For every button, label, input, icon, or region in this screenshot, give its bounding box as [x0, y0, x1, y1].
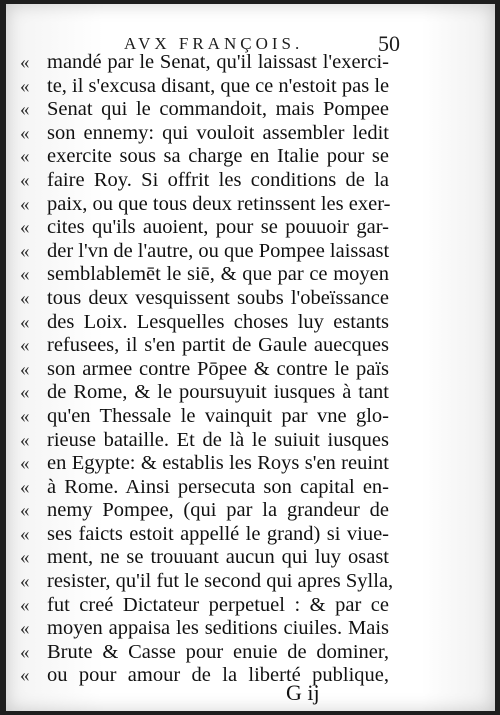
text-line: [6, 169, 495, 193]
quotation-marker: «: [20, 264, 30, 286]
quotation-marker: «: [20, 571, 30, 593]
running-head: AVX FRANÇOIS.: [124, 34, 304, 53]
line-text: son armee contre Pōpee & contre le païs: [47, 357, 389, 380]
text-line: [6, 617, 495, 641]
line-text: Brute & Casse pour enuie de dominer,: [47, 640, 389, 663]
page-number: 50: [378, 31, 400, 56]
text-line: [6, 98, 495, 122]
quotation-marker: «: [20, 217, 30, 239]
line-text: te, il s'excusa disant, que ce n'estoit pas le: [47, 74, 390, 97]
line-text: rieuse bataille. Et de là le suiuit iusques: [47, 428, 389, 451]
quotation-marker: «: [20, 75, 30, 97]
text-line: [6, 523, 495, 547]
line-text: faire Roy. Si offrit les conditions de la: [47, 168, 389, 191]
quotation-marker: «: [20, 405, 30, 427]
text-line: [6, 122, 495, 146]
line-text: ment, ne se trouuant aucun qui luy osast: [47, 546, 389, 569]
line-text: cites qu'ils auoient, pour se pouuoir gar-: [47, 216, 389, 239]
line-text: ses faicts estoit appellé le grand) si viue-: [47, 522, 389, 545]
line-text: son ennemy: qui vouloit assembler ledit: [47, 121, 389, 144]
text-line: [6, 216, 495, 240]
line-text: ou pour amour de la liberté publique,: [47, 664, 389, 687]
text-line: [6, 51, 495, 75]
text-line: [6, 311, 495, 335]
line-text: en Egypte: & establis les Roys s'en reuint: [47, 452, 389, 475]
text-line: [6, 664, 495, 688]
line-text: mandé par le Senat, qu'il laissast l'exerci-: [47, 51, 389, 73]
quotation-marker: «: [20, 665, 30, 687]
line-text: resister, qu'il fut le second qui apres Sylla,: [47, 570, 394, 593]
text-line: [6, 263, 495, 287]
text-line: [6, 476, 495, 500]
text-line: [6, 570, 495, 594]
text-line: [6, 334, 495, 358]
line-text: à Rome. Ainsi persecuta son capital en-: [47, 475, 389, 498]
quotation-marker: «: [20, 641, 30, 663]
line-text: fut creé Dictateur perpetuel : & par ce: [47, 593, 389, 616]
text-line: [6, 405, 495, 429]
text-line: [6, 594, 495, 618]
quotation-marker: «: [20, 52, 30, 73]
quotation-marker: «: [20, 335, 30, 357]
line-text: des Loix. Lesquelles choses luy estants: [47, 310, 389, 333]
text-line: [6, 240, 495, 264]
quotation-marker: «: [20, 311, 30, 333]
quotation-marker: «: [20, 429, 30, 451]
quotation-marker: «: [20, 169, 30, 191]
quotation-marker: «: [20, 146, 30, 168]
text-line: [6, 287, 495, 311]
line-text: semblablemēt le siē, & que par ce moyen: [47, 263, 389, 286]
line-text: qu'en Thessale le vainquit par vne glo-: [47, 404, 389, 427]
text-line: [6, 499, 495, 523]
line-text: refusees, il s'en partit de Gaule auecques: [47, 334, 389, 357]
quotation-marker: «: [20, 476, 30, 498]
text-line: [6, 145, 495, 169]
signature-mark: G ij: [286, 680, 320, 705]
quotation-marker: «: [20, 523, 30, 545]
text-line: [6, 381, 495, 405]
quotation-marker: «: [20, 500, 30, 522]
line-text: moyen appaisa les seditions ciuiles. Mais: [47, 617, 389, 640]
quotation-marker: «: [20, 240, 30, 262]
text-line: [6, 429, 495, 453]
quotation-marker: «: [20, 453, 30, 475]
line-text: de Rome, & le poursuyuit iusques à tant: [47, 381, 389, 404]
book-page: [6, 4, 495, 711]
text-line: [6, 641, 495, 665]
line-text: der l'vn de l'autre, ou que Pompee laissast: [47, 239, 390, 262]
quotation-marker: «: [20, 122, 30, 144]
text-line: [6, 546, 495, 570]
line-text: exercite sous sa charge en Italie pour se: [47, 145, 389, 168]
quotation-marker: «: [20, 594, 30, 616]
text-line: [6, 75, 495, 99]
text-line: [6, 452, 495, 476]
line-text: tous deux vesquissent soubs l'obeïssance: [47, 286, 389, 309]
quotation-marker: «: [20, 358, 30, 380]
quotation-marker: «: [20, 547, 30, 569]
quotation-marker: «: [20, 193, 30, 215]
quotation-marker: «: [20, 618, 30, 640]
line-text: nemy Pompee, (qui par la grandeur de: [47, 499, 389, 522]
body-text: [6, 51, 495, 688]
text-line: [6, 193, 495, 217]
text-line: [6, 358, 495, 382]
quotation-marker: «: [20, 99, 30, 121]
line-text: paix, ou que tous deux retinssent les exer-: [47, 192, 391, 215]
quotation-marker: «: [20, 287, 30, 309]
line-text: Senat qui le commandoit, mais Pompee: [47, 98, 389, 121]
quotation-marker: «: [20, 382, 30, 404]
